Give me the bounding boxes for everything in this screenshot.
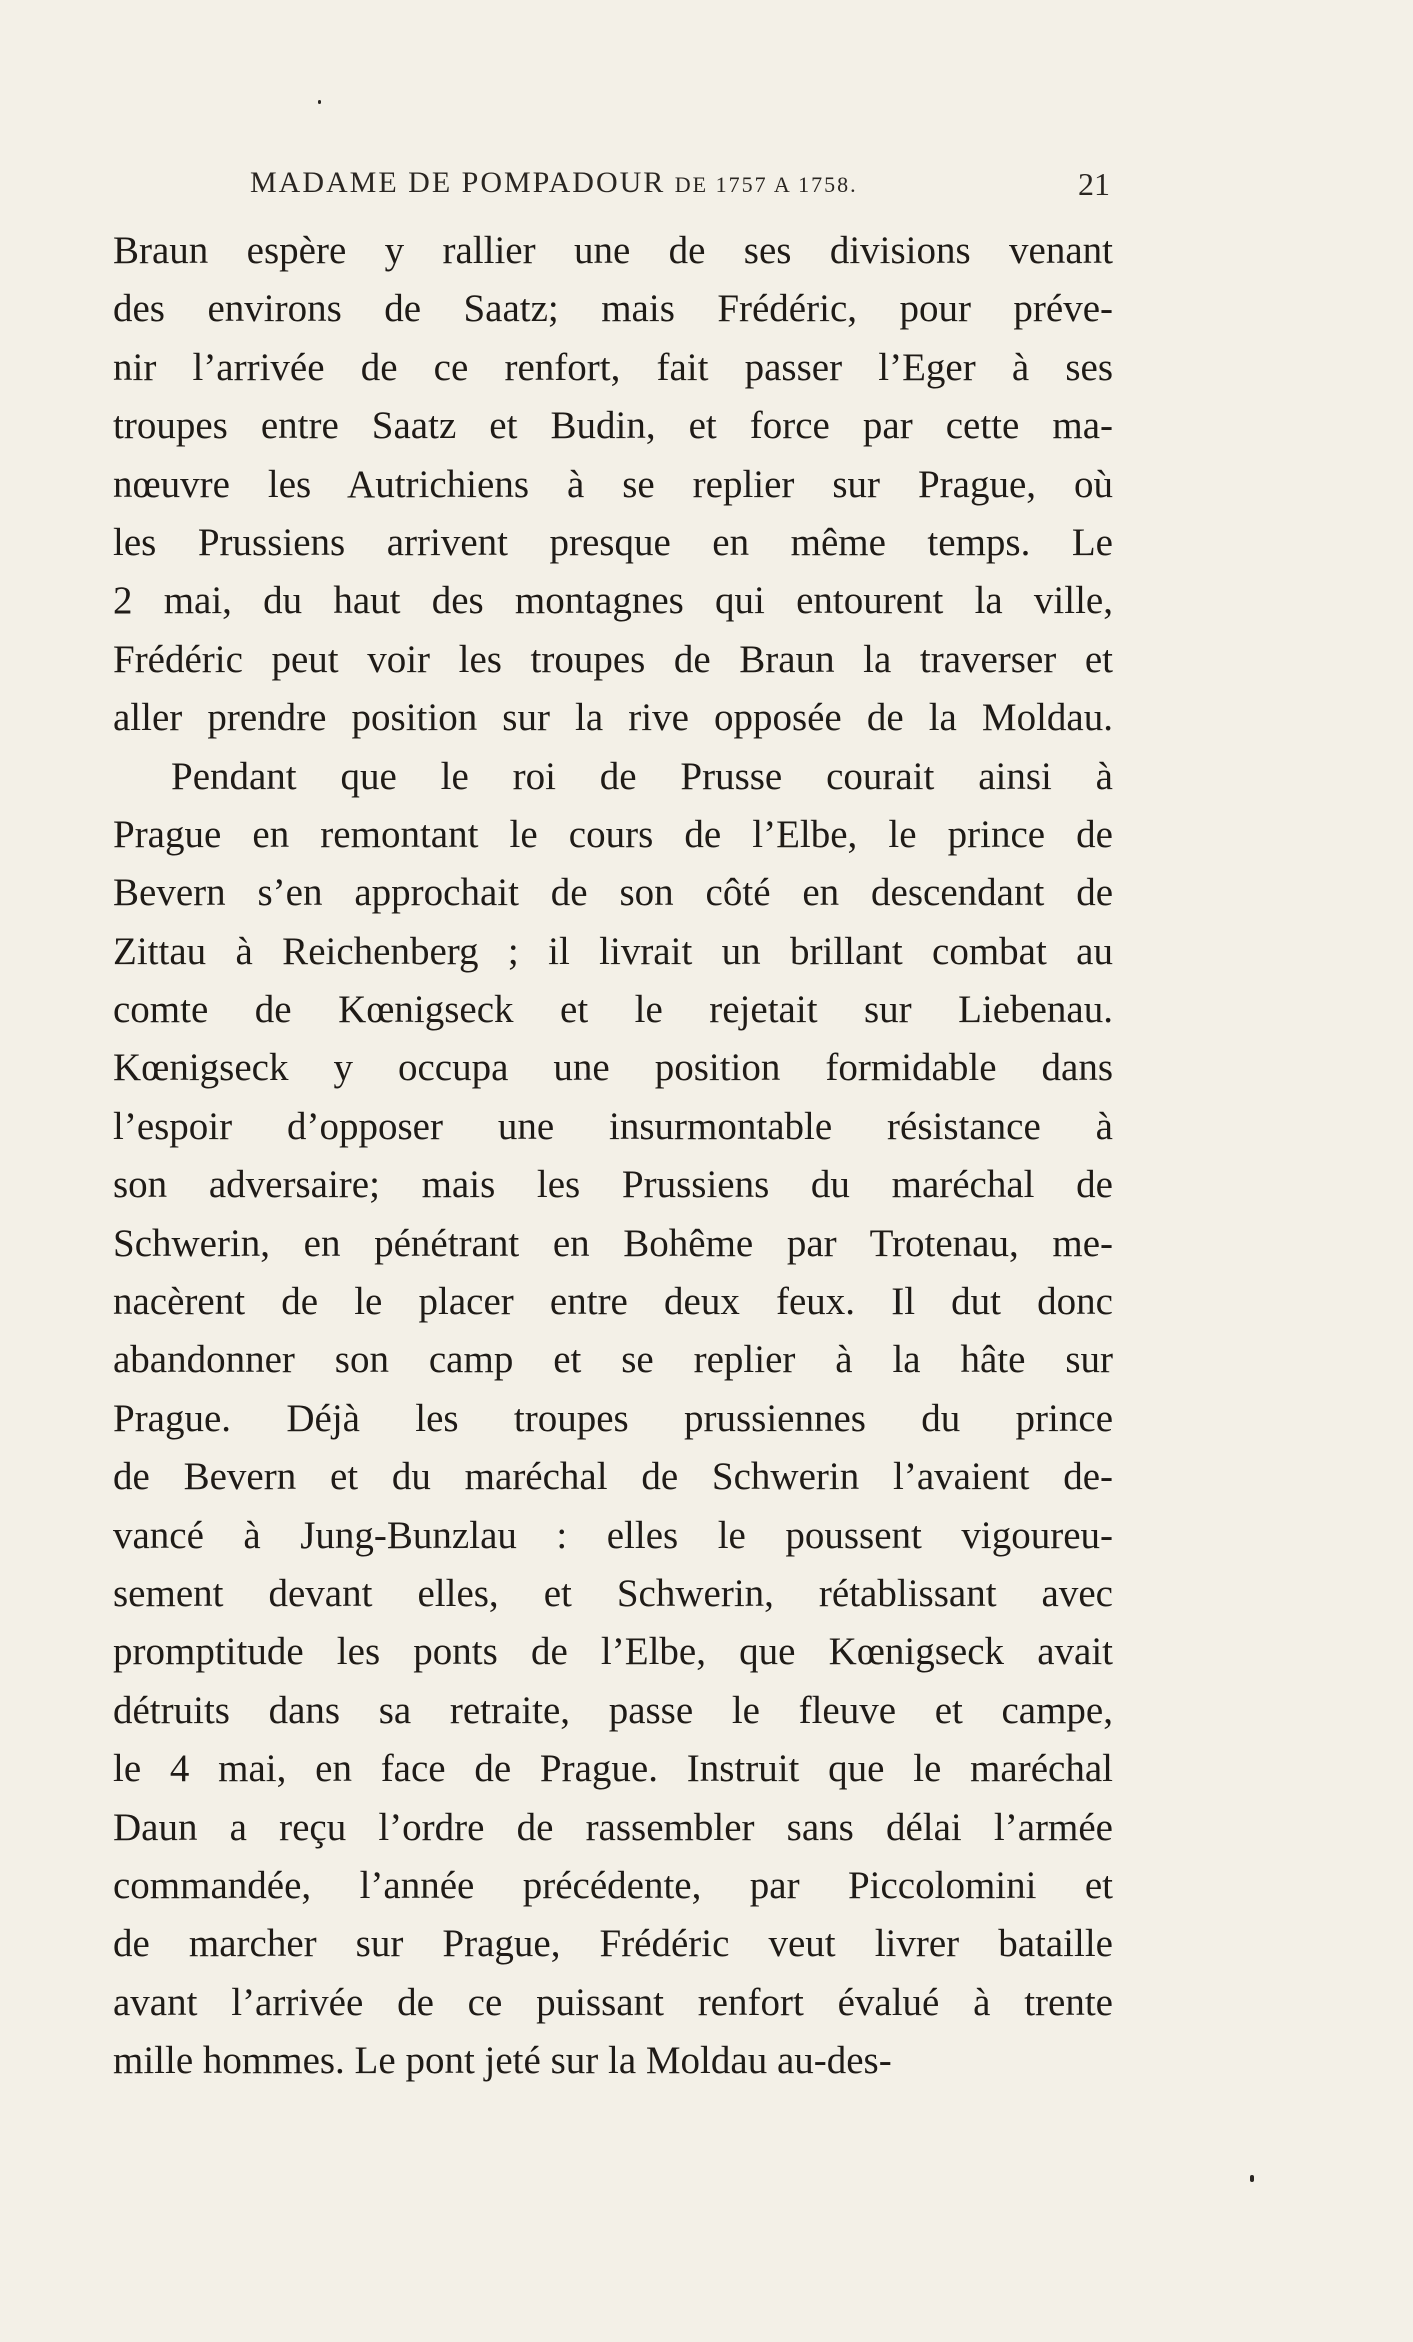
text-line: Prague en remontant le cours de l’Elbe, le prince de: [113, 812, 1113, 856]
text-line: Braun espère y rallier une de ses divisions venant: [113, 229, 1113, 272]
text-line: Frédéric peut voir les troupes de Braun la traverser et: [113, 637, 1113, 681]
text-line: sement devant elles, et Schwerin, rétablissant avec: [113, 1571, 1113, 1615]
text-line: de marcher sur Prague, Frédéric veut livrer bataille: [113, 1922, 1113, 1966]
paragraph-2: [113, 748, 1113, 2091]
text-line: Schwerin, en pénétrant en Bohême par Trotenau, me-: [113, 1221, 1113, 1265]
running-title-main: MADAME DE POMPADOUR: [250, 166, 666, 199]
text-line: nacèrent de le placer entre deux feux. Il dut donc: [113, 1280, 1113, 1324]
running-title: [250, 166, 858, 200]
text-line: nœuvre les Autrichiens à se replier sur Prague, où: [113, 462, 1113, 506]
text-line: son adversaire; mais les Prussiens du maréchal de: [113, 1163, 1113, 1207]
text-line: détruits dans sa retraite, passe le fleuve et campe,: [113, 1688, 1113, 1732]
text-line: Daun a reçu l’ordre de rassembler sans délai l’armée: [113, 1805, 1113, 1849]
text-line: les Prussiens arrivent presque en même temps. Le: [113, 520, 1113, 564]
text-line: comte de Kœnigseck et le rejetait sur Liebenau.: [113, 988, 1113, 1032]
text-line: l’espoir d’opposer une insurmontable résistance à: [113, 1104, 1113, 1148]
text-line: 2 mai, du haut des montagnes qui entourent la ville,: [113, 579, 1113, 623]
ink-speck-top: [318, 100, 321, 104]
text-line: aller prendre position sur la rive opposée de la Moldau.: [113, 696, 1113, 740]
text-line: nir l’arrivée de ce renfort, fait passer l’Eger à ses: [113, 345, 1113, 389]
text-line: Bevern s’en approchait de son côté en descendant de: [113, 871, 1113, 915]
text-line: Kœnigseck y occupa une position formidable dans: [113, 1046, 1113, 1090]
text-line: Zittau à Reichenberg ; il livrait un brillant combat au: [113, 929, 1113, 973]
text-line: abandonner son camp et se replier à la hâte sur: [113, 1338, 1113, 1382]
text-line: le 4 mai, en face de Prague. Instruit que le maréchal: [113, 1747, 1113, 1791]
text-line: Pendant que le roi de Prusse courait ainsi à: [171, 754, 1113, 798]
page-number: 21: [1078, 166, 1110, 202]
text-line: promptitude les ponts de l’Elbe, que Kœnigseck avait: [113, 1630, 1113, 1674]
ink-speck-bottom: [1250, 2175, 1254, 2182]
body-text: [113, 222, 1113, 2091]
text-line: vancé à Jung-Bunzlau : elles le poussent vigoureu-: [113, 1513, 1113, 1557]
text-line: troupes entre Saatz et Budin, et force par cette ma-: [113, 404, 1113, 448]
text-line: mille hommes. Le pont jeté sur la Moldau au-des-: [113, 2039, 892, 2083]
text-line: de Bevern et du maréchal de Schwerin l’avaient de-: [113, 1455, 1113, 1499]
text-line: avant l’arrivée de ce puissant renfort évalué à trente: [113, 1980, 1113, 2024]
paragraph-1: [113, 222, 1113, 748]
text-line: commandée, l’année précédente, par Piccolomini et: [113, 1863, 1113, 1907]
running-header: [240, 166, 1110, 210]
text-line: Prague. Déjà les troupes prussiennes du prince: [113, 1396, 1113, 1440]
running-title-dates: DE 1757 A 1758.: [674, 172, 858, 197]
text-line: des environs de Saatz; mais Frédéric, pour préve-: [113, 287, 1113, 331]
